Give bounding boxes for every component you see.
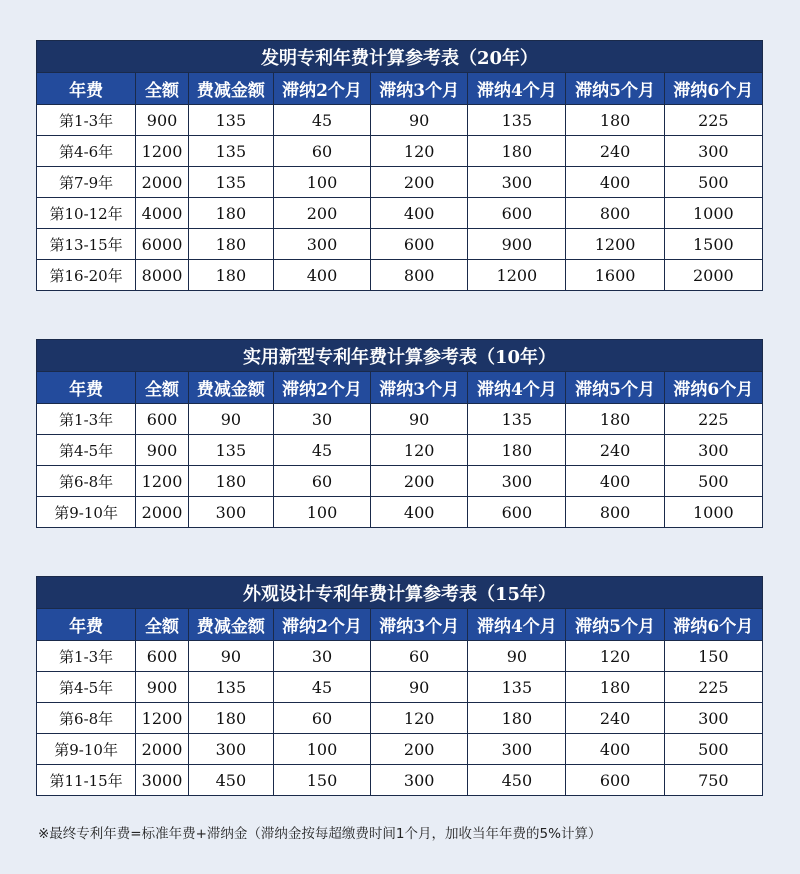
fee-cell: 300 bbox=[664, 435, 762, 466]
fee-cell: 2000 bbox=[136, 734, 189, 765]
table-row bbox=[37, 229, 763, 260]
fee-cell: 1000 bbox=[664, 198, 762, 229]
fee-cell: 120 bbox=[371, 435, 468, 466]
fee-cell: 1200 bbox=[566, 229, 664, 260]
fee-cell: 60 bbox=[273, 136, 370, 167]
fee-cell: 300 bbox=[468, 734, 566, 765]
year-range-cell: 第11-15年 bbox=[37, 765, 136, 796]
fee-cell: 240 bbox=[566, 703, 664, 734]
year-range-cell: 第1-3年 bbox=[37, 404, 136, 435]
fee-cell: 100 bbox=[273, 167, 370, 198]
column-header: 滞纳3个月 bbox=[371, 73, 468, 105]
fee-cell: 4000 bbox=[136, 198, 189, 229]
table-row bbox=[37, 466, 763, 497]
fee-cell: 180 bbox=[566, 105, 664, 136]
year-range-cell: 第4-5年 bbox=[37, 435, 136, 466]
fee-cell: 225 bbox=[664, 404, 762, 435]
fee-cell: 600 bbox=[136, 641, 189, 672]
fee-cell: 90 bbox=[188, 404, 273, 435]
fee-cell: 400 bbox=[273, 260, 370, 291]
fee-cell: 400 bbox=[566, 466, 664, 497]
table-title-row bbox=[37, 577, 763, 609]
year-range-cell: 第4-6年 bbox=[37, 136, 136, 167]
column-header: 全额 bbox=[136, 73, 189, 105]
fee-cell: 135 bbox=[188, 136, 273, 167]
fee-cell: 1200 bbox=[468, 260, 566, 291]
fee-cell: 450 bbox=[468, 765, 566, 796]
table-body bbox=[37, 641, 763, 796]
table-title: 发明专利年费计算参考表（20年） bbox=[37, 41, 763, 73]
column-header: 年费 bbox=[37, 609, 136, 641]
table-header-row bbox=[37, 372, 763, 404]
year-range-cell: 第4-5年 bbox=[37, 672, 136, 703]
column-header: 滞纳4个月 bbox=[468, 73, 566, 105]
table-row bbox=[37, 734, 763, 765]
fee-cell: 180 bbox=[188, 703, 273, 734]
utility-model-fee-table bbox=[36, 339, 763, 528]
fee-cell: 300 bbox=[664, 703, 762, 734]
fee-cell: 45 bbox=[273, 435, 370, 466]
fee-cell: 100 bbox=[273, 497, 370, 528]
fee-cell: 600 bbox=[566, 765, 664, 796]
fee-cell: 200 bbox=[371, 734, 468, 765]
column-header: 滞纳2个月 bbox=[273, 609, 370, 641]
fee-cell: 45 bbox=[273, 672, 370, 703]
table-header-row bbox=[37, 609, 763, 641]
fee-cell: 200 bbox=[273, 198, 370, 229]
fee-cell: 400 bbox=[371, 497, 468, 528]
year-range-cell: 第13-15年 bbox=[37, 229, 136, 260]
column-header: 年费 bbox=[37, 372, 136, 404]
fee-cell: 120 bbox=[371, 703, 468, 734]
table-body bbox=[37, 404, 763, 528]
fee-cell: 90 bbox=[188, 641, 273, 672]
fee-cell: 45 bbox=[273, 105, 370, 136]
fee-cell: 1200 bbox=[136, 136, 189, 167]
column-header: 滞纳3个月 bbox=[371, 372, 468, 404]
column-header: 年费 bbox=[37, 73, 136, 105]
fee-cell: 135 bbox=[188, 435, 273, 466]
column-header: 滞纳3个月 bbox=[371, 609, 468, 641]
fee-cell: 600 bbox=[468, 198, 566, 229]
fee-cell: 200 bbox=[371, 167, 468, 198]
fee-cell: 180 bbox=[188, 198, 273, 229]
invention-fee-table bbox=[36, 40, 763, 291]
fee-cell: 180 bbox=[188, 260, 273, 291]
column-header: 全额 bbox=[136, 372, 189, 404]
table-title: 实用新型专利年费计算参考表（10年） bbox=[37, 340, 763, 372]
fee-cell: 180 bbox=[468, 703, 566, 734]
table-row bbox=[37, 167, 763, 198]
year-range-cell: 第1-3年 bbox=[37, 105, 136, 136]
table-header-row bbox=[37, 73, 763, 105]
table-title-row bbox=[37, 340, 763, 372]
fee-cell: 8000 bbox=[136, 260, 189, 291]
fee-cell: 90 bbox=[371, 105, 468, 136]
fee-cell: 120 bbox=[371, 136, 468, 167]
table-row bbox=[37, 404, 763, 435]
fee-cell: 300 bbox=[468, 167, 566, 198]
column-header: 费减金额 bbox=[188, 73, 273, 105]
table-row bbox=[37, 641, 763, 672]
fee-cell: 60 bbox=[371, 641, 468, 672]
fee-cell: 450 bbox=[188, 765, 273, 796]
fee-cell: 300 bbox=[664, 136, 762, 167]
fee-cell: 1500 bbox=[664, 229, 762, 260]
table-row bbox=[37, 105, 763, 136]
column-header: 费减金额 bbox=[188, 372, 273, 404]
footnote: ※最终专利年费=标准年费+滞纳金（滞纳金按每超缴费时间1个月，加收当年年费的5%计算） bbox=[38, 826, 602, 842]
fee-cell: 2000 bbox=[664, 260, 762, 291]
fee-cell: 400 bbox=[371, 198, 468, 229]
fee-cell: 135 bbox=[468, 404, 566, 435]
fee-cell: 90 bbox=[371, 672, 468, 703]
fee-cell: 180 bbox=[468, 136, 566, 167]
fee-cell: 600 bbox=[136, 404, 189, 435]
year-range-cell: 第6-8年 bbox=[37, 466, 136, 497]
fee-cell: 60 bbox=[273, 703, 370, 734]
fee-cell: 200 bbox=[371, 466, 468, 497]
fee-cell: 100 bbox=[273, 734, 370, 765]
fee-cell: 800 bbox=[566, 497, 664, 528]
fee-cell: 120 bbox=[566, 641, 664, 672]
column-header: 滞纳6个月 bbox=[664, 609, 762, 641]
column-header: 滞纳5个月 bbox=[566, 609, 664, 641]
column-header: 滞纳5个月 bbox=[566, 73, 664, 105]
fee-cell: 500 bbox=[664, 167, 762, 198]
table-body bbox=[37, 105, 763, 291]
fee-cell: 900 bbox=[136, 672, 189, 703]
table-title-row bbox=[37, 41, 763, 73]
column-header: 滞纳6个月 bbox=[664, 73, 762, 105]
fee-cell: 800 bbox=[566, 198, 664, 229]
column-header: 滞纳4个月 bbox=[468, 609, 566, 641]
fee-cell: 180 bbox=[188, 466, 273, 497]
table-row bbox=[37, 672, 763, 703]
fee-cell: 180 bbox=[566, 672, 664, 703]
fee-cell: 300 bbox=[188, 734, 273, 765]
column-header: 滞纳4个月 bbox=[468, 372, 566, 404]
fee-cell: 90 bbox=[468, 641, 566, 672]
column-header: 滞纳2个月 bbox=[273, 372, 370, 404]
fee-cell: 180 bbox=[468, 435, 566, 466]
column-header: 费减金额 bbox=[188, 609, 273, 641]
fee-cell: 60 bbox=[273, 466, 370, 497]
fee-cell: 3000 bbox=[136, 765, 189, 796]
fee-cell: 800 bbox=[371, 260, 468, 291]
table-row bbox=[37, 497, 763, 528]
fee-cell: 300 bbox=[468, 466, 566, 497]
fee-cell: 900 bbox=[136, 435, 189, 466]
fee-cell: 300 bbox=[273, 229, 370, 260]
fee-cell: 2000 bbox=[136, 497, 189, 528]
fee-cell: 240 bbox=[566, 435, 664, 466]
year-range-cell: 第6-8年 bbox=[37, 703, 136, 734]
fee-cell: 1600 bbox=[566, 260, 664, 291]
fee-cell: 750 bbox=[664, 765, 762, 796]
fee-cell: 135 bbox=[188, 105, 273, 136]
fee-cell: 90 bbox=[371, 404, 468, 435]
fee-cell: 30 bbox=[273, 404, 370, 435]
table-row bbox=[37, 260, 763, 291]
year-range-cell: 第9-10年 bbox=[37, 497, 136, 528]
fee-cell: 2000 bbox=[136, 167, 189, 198]
table-row bbox=[37, 198, 763, 229]
fee-cell: 180 bbox=[566, 404, 664, 435]
fee-cell: 135 bbox=[188, 167, 273, 198]
fee-cell: 6000 bbox=[136, 229, 189, 260]
column-header: 滞纳2个月 bbox=[273, 73, 370, 105]
year-range-cell: 第10-12年 bbox=[37, 198, 136, 229]
fee-cell: 300 bbox=[371, 765, 468, 796]
fee-cell: 135 bbox=[188, 672, 273, 703]
table-row bbox=[37, 435, 763, 466]
design-fee-table bbox=[36, 576, 763, 796]
fee-cell: 225 bbox=[664, 672, 762, 703]
fee-cell: 180 bbox=[188, 229, 273, 260]
year-range-cell: 第16-20年 bbox=[37, 260, 136, 291]
fee-cell: 1200 bbox=[136, 466, 189, 497]
fee-cell: 400 bbox=[566, 167, 664, 198]
fee-cell: 900 bbox=[136, 105, 189, 136]
table-title: 外观设计专利年费计算参考表（15年） bbox=[37, 577, 763, 609]
fee-cell: 150 bbox=[273, 765, 370, 796]
fee-cell: 400 bbox=[566, 734, 664, 765]
fee-cell: 135 bbox=[468, 105, 566, 136]
fee-cell: 30 bbox=[273, 641, 370, 672]
fee-cell: 240 bbox=[566, 136, 664, 167]
fee-cell: 900 bbox=[468, 229, 566, 260]
column-header: 滞纳5个月 bbox=[566, 372, 664, 404]
column-header: 全额 bbox=[136, 609, 189, 641]
year-range-cell: 第9-10年 bbox=[37, 734, 136, 765]
fee-cell: 500 bbox=[664, 734, 762, 765]
table-row bbox=[37, 136, 763, 167]
fee-cell: 300 bbox=[188, 497, 273, 528]
fee-cell: 135 bbox=[468, 672, 566, 703]
fee-cell: 600 bbox=[371, 229, 468, 260]
column-header: 滞纳6个月 bbox=[664, 372, 762, 404]
fee-cell: 225 bbox=[664, 105, 762, 136]
fee-cell: 1200 bbox=[136, 703, 189, 734]
fee-cell: 600 bbox=[468, 497, 566, 528]
year-range-cell: 第7-9年 bbox=[37, 167, 136, 198]
fee-cell: 500 bbox=[664, 466, 762, 497]
fee-cell: 150 bbox=[664, 641, 762, 672]
year-range-cell: 第1-3年 bbox=[37, 641, 136, 672]
table-row bbox=[37, 703, 763, 734]
fee-cell: 1000 bbox=[664, 497, 762, 528]
table-row bbox=[37, 765, 763, 796]
